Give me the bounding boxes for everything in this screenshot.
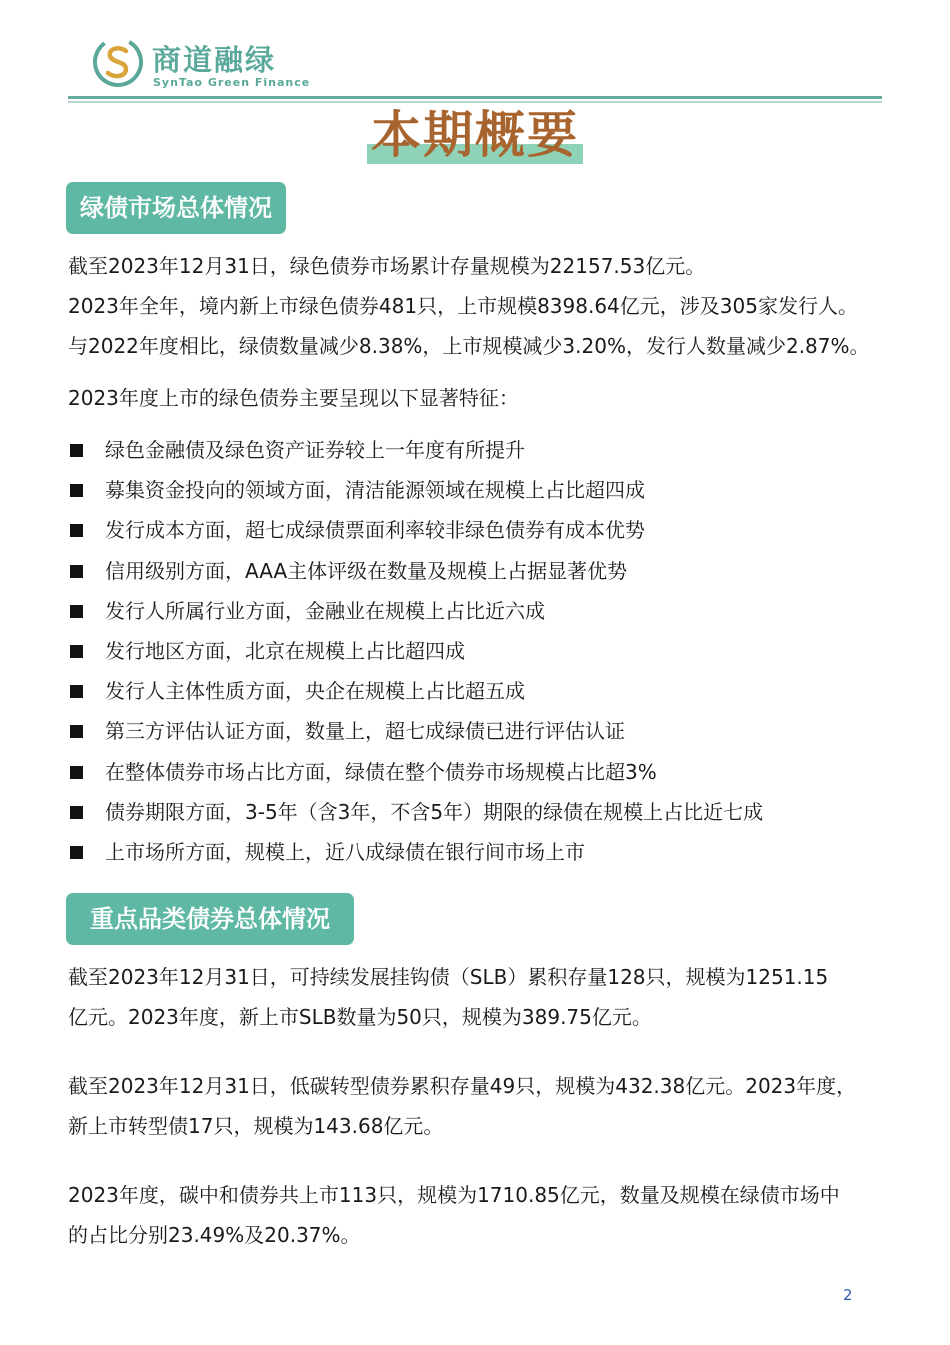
bullet-square-icon <box>70 645 83 658</box>
list-item <box>68 551 763 591</box>
list-item <box>68 792 763 832</box>
list-item-text: 债券期限方面，3-5年（含3年，不含5年）期限的绿债在规模上占比近七成 <box>105 799 764 824</box>
list-item-text: 第三方评估认证方面，数量上，超七成绿债已进行评估认证 <box>105 719 625 744</box>
page-title: 本期概要 <box>367 106 583 164</box>
bullet-square-icon <box>70 685 83 698</box>
list-item-text: 发行成本方面，超七成绿债票面利率较非绿色债券有成本优势 <box>105 518 645 543</box>
slb-paragraph-line: 截至2023年12月31日，可持续发展挂钩债（SLB）累积存量128只，规模为1251.15 <box>68 965 829 989</box>
section-tag-green-bond-market: 绿债市场总体情况 <box>66 182 286 234</box>
summary-line: 2023年全年，境内新上市绿色债券481只，上市规模8398.64亿元，涉及305家发行人。 <box>68 294 858 318</box>
slb-paragraph-line: 亿元。2023年度，新上市SLB数量为50只，规模为389.75亿元。 <box>68 1005 652 1029</box>
header-divider-light <box>68 101 882 103</box>
list-item-text: 发行地区方面，北京在规模上占比超四成 <box>105 639 465 664</box>
list-item <box>68 752 763 792</box>
carbon-neutral-paragraph-line: 2023年度，碳中和债券共上市113只，规模为1710.85亿元，数量及规模在绿债市场中 <box>68 1183 840 1207</box>
list-item <box>68 711 763 751</box>
summary-line: 截至2023年12月31日，绿色债券市场累计存量规模为22157.53亿元。 <box>68 254 706 278</box>
bullet-square-icon <box>70 605 83 618</box>
list-item-text: 在整体债券市场占比方面，绿债在整个债券市场规模占比超3% <box>105 759 657 784</box>
bullet-square-icon <box>70 484 83 497</box>
list-item-text: 发行人所属行业方面，金融业在规模上占比近六成 <box>105 598 545 623</box>
bullet-square-icon <box>70 846 83 859</box>
header-divider <box>68 96 882 99</box>
list-item-text: 募集资金投向的领域方面，清洁能源领域在规模上占比超四成 <box>105 478 645 503</box>
transition-paragraph-line: 新上市转型债17只，规模为143.68亿元。 <box>68 1114 444 1138</box>
list-item-text: 绿色金融债及绿色资产证券较上一年度有所提升 <box>105 438 525 462</box>
list-item <box>68 631 763 671</box>
list-item <box>68 470 763 510</box>
feature-list <box>68 430 763 872</box>
list-item-text: 上市场所方面，规模上，近八成绿债在银行间市场上市 <box>105 840 585 865</box>
section-tag-key-bond-types: 重点品类债券总体情况 <box>66 893 354 945</box>
bullet-square-icon <box>70 524 83 537</box>
brand-name-cn: 商道融绿 <box>152 43 277 77</box>
bullet-square-icon <box>70 806 83 819</box>
list-item <box>68 591 763 631</box>
list-item <box>68 671 763 711</box>
summary-line: 与2022年度相比，绿债数量减少8.38%，上市规模减少3.20%，发行人数量减少2.87%。 <box>68 334 870 358</box>
list-item-text: 发行人主体性质方面，央企在规模上占比超五成 <box>105 679 525 704</box>
bullet-square-icon <box>70 444 83 457</box>
bullet-square-icon <box>70 565 83 578</box>
title-container <box>0 106 950 164</box>
carbon-neutral-paragraph-line: 的占比分别23.49%及20.37%。 <box>68 1223 361 1247</box>
list-item <box>68 832 763 872</box>
bullet-square-icon <box>70 725 83 738</box>
page-number: 2 <box>843 1286 853 1304</box>
list-item <box>68 510 763 550</box>
features-intro: 2023年度上市的绿色债券主要呈现以下显著特征： <box>68 386 519 410</box>
bullet-square-icon <box>70 766 83 779</box>
list-item <box>68 430 763 470</box>
transition-paragraph-line: 截至2023年12月31日，低碳转型债券累积存量49只，规模为432.38亿元。2023年度， <box>68 1074 857 1098</box>
list-item-text: 信用级别方面，AAA主体评级在数量及规模上占据显著优势 <box>105 558 628 583</box>
brand-name-en: SynTao Green Finance <box>153 76 311 89</box>
syntao-logo-icon <box>90 34 146 90</box>
